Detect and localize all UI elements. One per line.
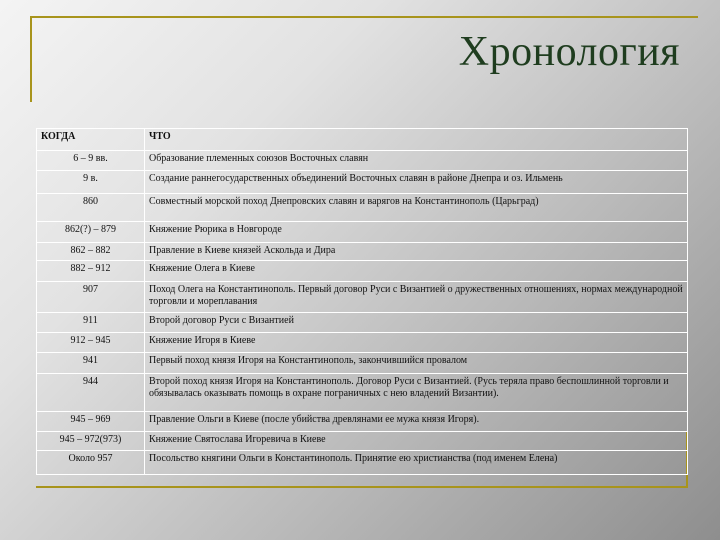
chronology-table (36, 128, 688, 475)
row-when-cell: 944 (37, 374, 145, 412)
row-when-cell: 882 – 912 (37, 261, 145, 282)
table-row (37, 353, 688, 374)
table-row (37, 432, 688, 451)
row-when-cell: 941 (37, 353, 145, 374)
table-row (37, 243, 688, 261)
row-when-cell: 860 (37, 194, 145, 222)
table-row (37, 374, 688, 412)
row-what-cell: Княжение Святослава Игоревича в Киеве (145, 432, 688, 451)
table-row (37, 171, 688, 194)
slide-title: Хронология (458, 29, 680, 75)
table-row (37, 313, 688, 333)
decor-bottom-line (36, 486, 686, 488)
table-row (37, 261, 688, 282)
row-when-cell: 907 (37, 282, 145, 313)
row-what-cell: Первый поход князя Игоря на Константинополь, закончившийся провалом (145, 353, 688, 374)
row-when-cell: 6 – 9 вв. (37, 151, 145, 171)
row-when-cell: Около 957 (37, 451, 145, 475)
header-what: ЧТО (145, 129, 688, 151)
row-what-cell: Княжение Рюрика в Новгороде (145, 222, 688, 243)
table-header-row (37, 129, 688, 151)
row-what-cell: Княжение Олега в Киеве (145, 261, 688, 282)
row-when-cell: 9 в. (37, 171, 145, 194)
table-row (37, 451, 688, 475)
row-when-cell: 912 – 945 (37, 333, 145, 353)
row-when-cell: 945 – 969 (37, 412, 145, 432)
table-row (37, 412, 688, 432)
row-what-cell: Посольство княгини Ольги в Константинополь. Принятие ею христианства (под именем Елена) (145, 451, 688, 475)
row-what-cell: Поход Олега на Константинополь. Первый договор Руси с Византией о дружественных отношениях, нормах международной торговли и мореплавания (145, 282, 688, 313)
table-row (37, 151, 688, 171)
row-what-cell: Второй поход князя Игоря на Константинополь. Договор Руси с Византией. (Русь теряла право беспошлинной торговли и обязывалась оказывать помощь в охране пограничных с нею владений Византии). (145, 374, 688, 412)
decor-top-line (30, 16, 698, 18)
row-when-cell: 911 (37, 313, 145, 333)
table-row (37, 194, 688, 222)
table-row (37, 222, 688, 243)
row-what-cell: Совместный морской поход Днепровских славян и варягов на Константинополь (Царьград) (145, 194, 688, 222)
row-when-cell: 862(?) – 879 (37, 222, 145, 243)
row-when-cell: 862 – 882 (37, 243, 145, 261)
row-what-cell: Второй договор Руси с Византией (145, 313, 688, 333)
row-what-cell: Княжение Игоря в Киеве (145, 333, 688, 353)
decor-left-line (30, 16, 32, 102)
row-what-cell: Правление Ольги в Киеве (после убийства древлянами ее мужа князя Игоря). (145, 412, 688, 432)
table-row (37, 333, 688, 353)
row-when-cell: 945 – 972(973) (37, 432, 145, 451)
table-row (37, 282, 688, 313)
row-what-cell: Создание раннегосударственных объединений Восточных славян в районе Днепра и оз. Ильмень (145, 171, 688, 194)
row-what-cell: Образование племенных союзов Восточных славян (145, 151, 688, 171)
row-what-cell: Правление в Киеве князей Аскольда и Дира (145, 243, 688, 261)
header-when: КОГДА (37, 129, 145, 151)
